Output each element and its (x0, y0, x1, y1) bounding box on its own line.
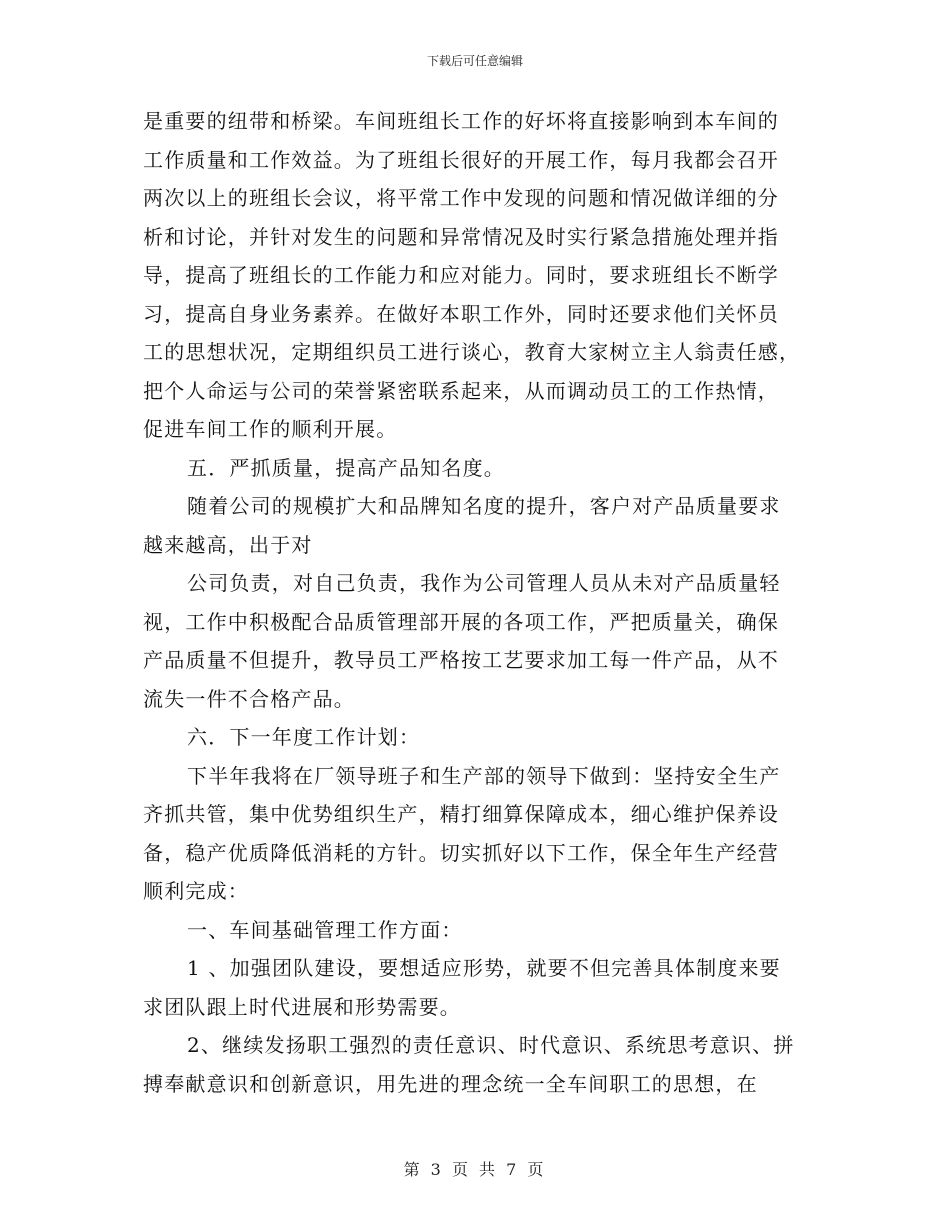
text-line: 导，提高了班组长的工作能力和应对能力。同时，要求班组长不断学 (143, 263, 779, 287)
text-line: 六．下一年度工作计划： (187, 725, 421, 749)
text-line: 工作质量和工作效益。为了班组长很好的开展工作，每月我都会召开 (143, 147, 779, 172)
text-line: 把个人命运与公司的荣誉紧密联系起来，从而调动员工的工作热情， (143, 378, 779, 403)
text-line: 随着公司的规模扩大和品牌知名度的提升，客户对产品质量要求 (187, 494, 781, 518)
page-header: 下载后可任意编辑 (426, 54, 523, 68)
text-line: 是重要的纽带和桥梁。车间班组长工作的好坏将直接影响到本车间的 (143, 109, 779, 133)
text-line: 一、车间基础管理工作方面： (187, 917, 463, 942)
text-line: 齐抓共管，集中优势组织生产，精打细算保障成本，细心维护保养设 (143, 802, 779, 826)
body-text (143, 102, 813, 1103)
text-line: 求团队跟上时代进展和形势需要。 (143, 994, 461, 1019)
text-line: 顺利完成： (143, 879, 249, 903)
text-line: 两次以上的班组长会议，将平常工作中发现的问题和情况做详细的分 (143, 186, 779, 210)
text-line: 越来越高，出于对 (143, 532, 313, 557)
text-line: 工的思想状况，定期组织员工进行谈心，教育大家树立主人翁责任感， (143, 340, 801, 364)
text-line: 习，提高自身业务素养。在做好本职工作外，同时还要求他们关怀员 (143, 301, 779, 326)
text-line: 产品质量不但提升，教导员工严格按工艺要求加工每一件产品，从不 (143, 648, 779, 672)
text-line: 促进车间工作的顺利开展。 (143, 417, 398, 441)
text-line: 搏奉献意识和创新意识，用先进的理念统一全车间职工的思想，在 (143, 1071, 758, 1096)
text-line: 1 、加强团队建设，要想适应形势，就要不但完善具体制度来要 (187, 956, 781, 980)
text-line: 下半年我将在厂领导班子和生产部的领导下做到：坚持安全生产 (187, 763, 781, 788)
text-line: 备，稳产优质降低消耗的方针。切实抓好以下工作，保全年生产经营 (143, 840, 779, 865)
text-line: 视，工作中积极配合品质管理部开展的各项工作，严把质量关，确保 (143, 609, 779, 634)
text-line: 析和讨论，并针对发生的问题和异常情况及时实行紧急措施处理并指 (143, 224, 779, 249)
text-line: 五．严抓质量，提高产品知名度。 (187, 455, 505, 480)
text-line: 公司负责，对自己负责，我作为公司管理人员从未对产品质量轻 (187, 571, 781, 595)
text-line: 2、继续发扬职工强烈的责任意识、时代意识、系统思考意识、拼 (187, 1033, 795, 1057)
text-line: 流失一件不合格产品。 (143, 686, 355, 711)
page-footer: 第 3 页 共 7 页 (403, 1160, 547, 1179)
